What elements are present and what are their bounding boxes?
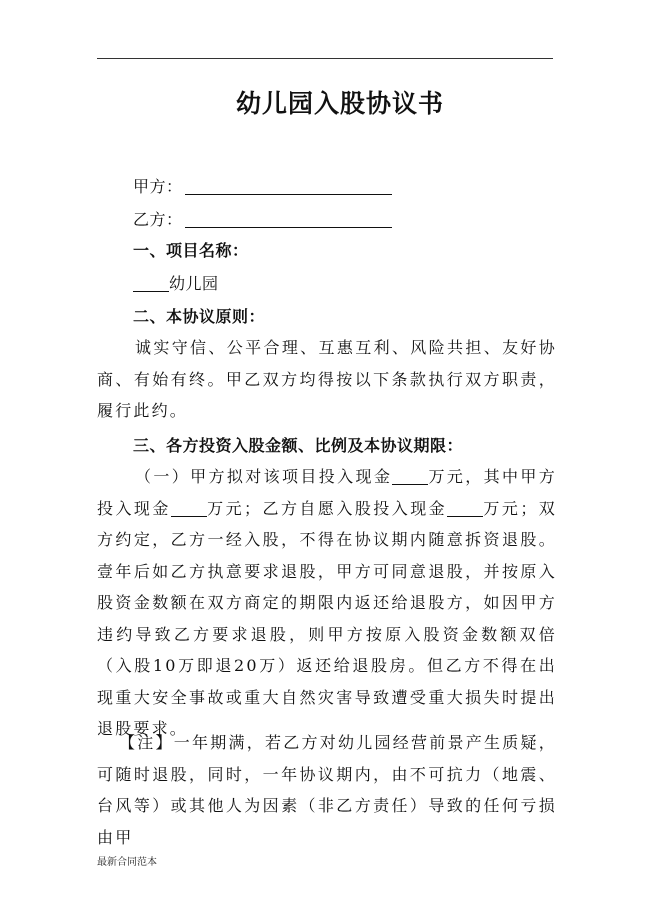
- amount-blank-party-b: [447, 502, 483, 517]
- section-2-heading: 二、本协议原则：: [133, 307, 266, 326]
- section-3-heading: 三、各方投资入股金额、比例及本协议期限：: [133, 436, 464, 455]
- project-name-line: [133, 271, 219, 294]
- clause-1-part-d: 万元；双方约定，乙方一经入股，不得在协议期内随意拆资退股。壹年后如乙方执意要求退股，甲方可同意退股，并按原入股资金数额在双方商定的期限内返还给退股方，如因甲方违约导致乙方要求退股，则甲方按原入股资金数额双倍（入股10万即退20万）返还给退股房。但乙方不得在出现重大安全事故或重大自然灾害导致遭受重大损失时提出退股要求。: [97, 498, 557, 738]
- party-a-label: 甲方：: [133, 177, 183, 196]
- amount-blank-total: [392, 470, 428, 485]
- top-rule: [97, 58, 553, 59]
- amount-blank-party-a: [171, 502, 207, 517]
- section-1-heading: 一、项目名称：: [133, 241, 249, 260]
- party-a-line: [133, 174, 392, 197]
- party-b-label: 乙方：: [133, 210, 183, 229]
- project-name-suffix: 幼儿园: [169, 274, 219, 293]
- clause-1: [97, 461, 557, 745]
- section-2-body: 诚实守信、公平合理、互惠互利、风险共担、友好协商、有始有终。甲乙双方均得按以下条款执行双方职责，履行此约。: [97, 338, 557, 420]
- party-a-blank: [185, 178, 392, 195]
- party-b-line: [133, 207, 392, 230]
- page-footer: 最新合同范本: [97, 857, 157, 868]
- clause-1-part-a: （一）甲方拟对该项目投入现金: [135, 467, 393, 486]
- project-name-blank: [133, 277, 169, 292]
- clause-1-part-c: 万元；乙方自愿入股投入现金: [206, 498, 448, 518]
- document-title: 幼儿园入股协议书: [235, 89, 444, 118]
- clause-1-part-b: 万元，其中甲方投入现金: [97, 467, 557, 518]
- party-b-blank: [185, 211, 392, 228]
- note-paragraph: 【注】一年期满，若乙方对幼儿园经营前景产生质疑，可随时退股，同时，一年协议期内，由不可抗力（地震、台风等）或其他人为因素（非乙方责任）导致的任何亏损由甲: [97, 733, 557, 847]
